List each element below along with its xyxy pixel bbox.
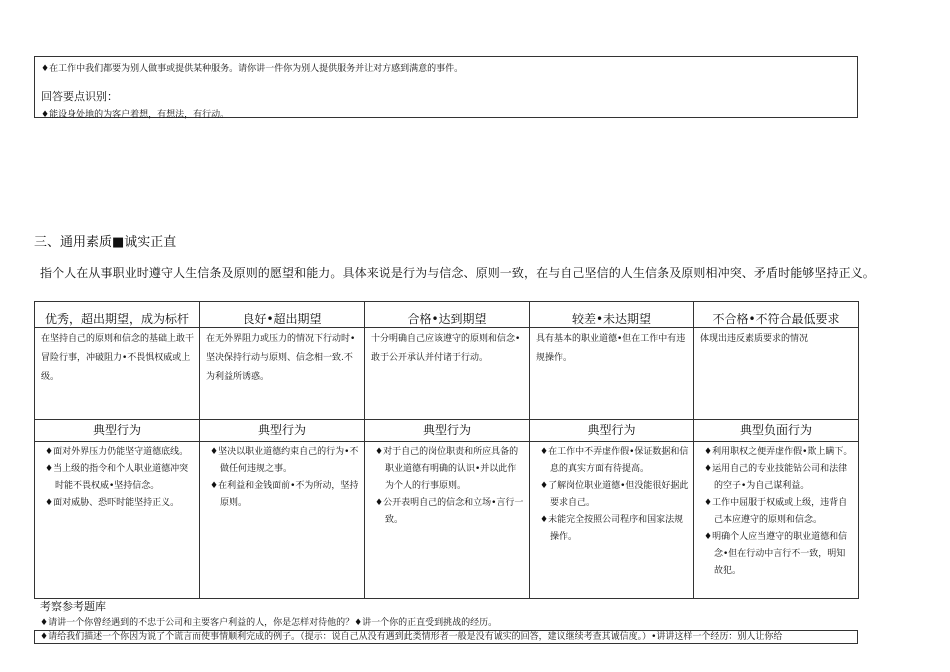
behavior-cell bbox=[35, 442, 200, 599]
reference-title: 考察参考题库 bbox=[40, 600, 106, 613]
behavior-item: ♦公开表明自己的信念和立场•言行一致。 bbox=[375, 498, 524, 525]
level-label: 优秀，超出期望，成为标杆 bbox=[35, 302, 200, 328]
question-text: ♦在工作中我们都要为别人做事或提供某种服务。请你讲一件你为别人提供服务并让对方感到满意的事件。 bbox=[41, 64, 464, 74]
level-description: 具有基本的职业道德•但在工作中有违规操作。 bbox=[530, 328, 694, 420]
behavior-item: ♦未能完全按照公司程序和国家法规操作。 bbox=[540, 515, 684, 542]
behavior-item: ♦对于自己的岗位职责和所应具备的职业道德有明确的认识•并以此作为个人的行事原则。 bbox=[375, 447, 519, 491]
behavior-cell bbox=[694, 442, 859, 599]
answer-heading: 回答要点识别： bbox=[41, 90, 118, 103]
level-description: 在无外界阻力或压力的情况下行动时•坚决保持行动与原则、信念相一致.不为利益所诱惑。 bbox=[200, 328, 365, 420]
level-description: 十分明确自己应该遵守的原则和信念•敢于公开承认并付诸于行动。 bbox=[365, 328, 530, 420]
behavior-item: ♦在工作中不弄虚作假•保证数据和信息的真实方面有待提高。 bbox=[540, 447, 689, 474]
behavior-list bbox=[208, 444, 360, 512]
behavior-item: ♦运用自己的专业技能钻公司和法律的空子•为自己谋利益。 bbox=[704, 464, 848, 491]
behavior-item: ♦在利益和金钱面前•不为所动，坚持原则。 bbox=[210, 481, 359, 508]
behavior-item: ♦面对威胁、恐吓时能坚持正义。 bbox=[45, 498, 180, 508]
level-label: 不合格•不符合最低要求 bbox=[694, 302, 859, 328]
behavior-item: ♦坚决以职业道德约束自己的行为•不做任何违规之事。 bbox=[210, 447, 359, 474]
behavior-item: ♦面对外界压力仍能坚守道德底线。 bbox=[45, 447, 189, 457]
behavior-item: ♦当上级的指令和个人职业道德冲突时能不畏权威•坚持信念。 bbox=[45, 464, 189, 491]
answer-text: ♦能设身处地的为客户着想，有想法，有行动。 bbox=[41, 110, 230, 120]
behavior-list bbox=[43, 444, 195, 512]
level-label: 较差•未达期望 bbox=[530, 302, 694, 328]
behavior-row bbox=[35, 442, 859, 599]
level-description: 在坚持自己的原则和信念的基础上敢干冒险行事，冲破阻力•不畏惧权威或上级。 bbox=[35, 328, 200, 420]
behavior-list bbox=[702, 444, 854, 580]
reference-question: ♦请讲一个你曾经遇到的不忠于公司和主要客户利益的人，你是怎样对待他的？♦讲一个你的正直受到挑战的经历。 bbox=[40, 618, 498, 628]
level-header-row bbox=[35, 302, 859, 328]
level-label: 良好•超出期望 bbox=[200, 302, 365, 328]
section-title: 三、通用素质■诚实正直 bbox=[34, 235, 177, 250]
section-definition: 指个人在从事职业时遵守人生信条及原则的愿望和能力。具体来说是行为与信念、原则一致，在与自己坚信的人生信条及原则相冲突、矛盾时能够坚持正义。 bbox=[40, 266, 875, 280]
behavior-header: 典型负面行为 bbox=[694, 420, 859, 442]
behavior-item: ♦了解岗位职业道德•但没能很好据此要求自己。 bbox=[540, 481, 689, 508]
behavior-item: ♦工作中屈服于权威或上级，违背自己本应遵守的原则和信念。 bbox=[704, 498, 848, 525]
level-description: 体现出违反素质要求的情况 bbox=[694, 328, 859, 420]
behavior-header: 典型行为 bbox=[365, 420, 530, 442]
reference-question-box: ♦请给我们描述一个你因为说了个谎言而使事情顺利完成的例子。（提示：说自己从没有遇到此类情形者一般是没有诚实的回答，建议继续考查其诚信度。）•讲讲这样一个经历：别人让你给 bbox=[34, 630, 858, 644]
level-description-row bbox=[35, 328, 859, 420]
competency-table bbox=[34, 301, 859, 599]
behavior-header: 典型行为 bbox=[530, 420, 694, 442]
behavior-item: ♦利用职权之便弄虚作假•欺上瞒下。 bbox=[704, 447, 853, 457]
behavior-header: 典型行为 bbox=[35, 420, 200, 442]
behavior-list bbox=[538, 444, 689, 546]
behavior-item: ♦明确个人应当遵守的职业道德和信念•但在行动中言行不一致，明知故犯。 bbox=[704, 532, 848, 576]
question-box bbox=[34, 56, 858, 118]
behavior-cell bbox=[200, 442, 365, 599]
behavior-cell bbox=[365, 442, 530, 599]
behavior-header: 典型行为 bbox=[200, 420, 365, 442]
level-label: 合格•达到期望 bbox=[365, 302, 530, 328]
behavior-header-row bbox=[35, 420, 859, 442]
behavior-cell bbox=[530, 442, 694, 599]
behavior-list bbox=[373, 444, 525, 529]
